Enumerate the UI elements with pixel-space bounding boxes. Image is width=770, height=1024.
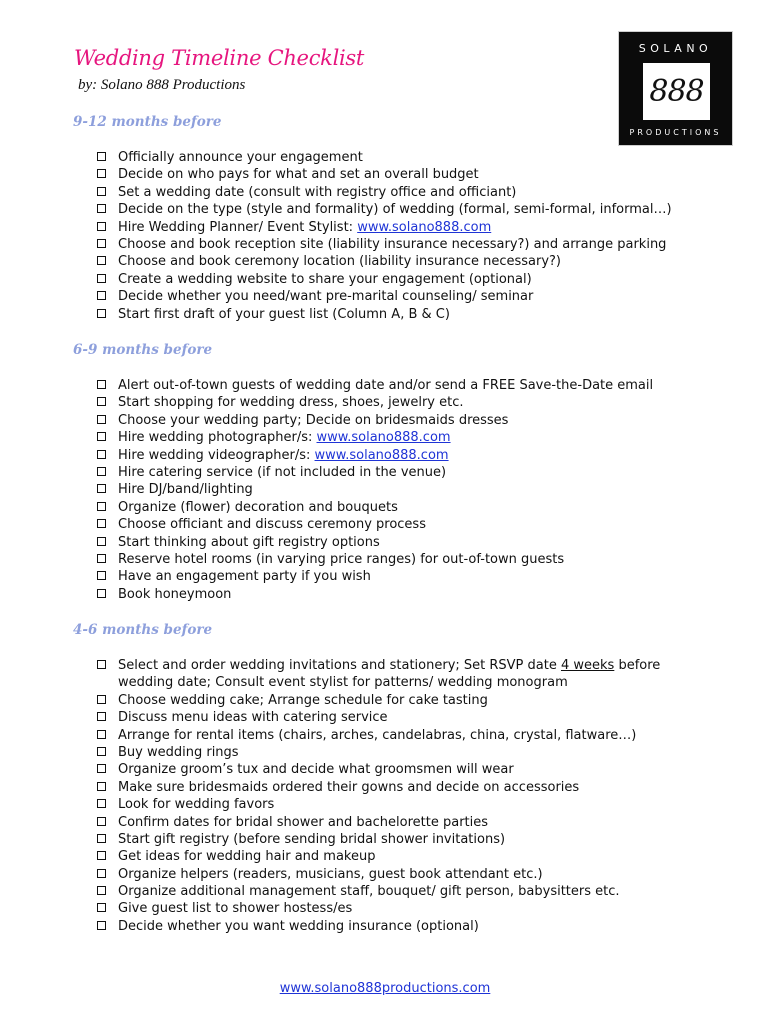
- checkbox-icon[interactable]: [97, 834, 106, 843]
- checklist-item: [96, 831, 696, 848]
- checkbox-icon[interactable]: [97, 817, 106, 826]
- checkbox-icon[interactable]: [97, 484, 106, 493]
- item-text: Have an engagement party if you wish: [118, 569, 371, 585]
- item-text: Start gift registry (before sending bridal shower invitations): [118, 831, 506, 847]
- item-text: Start first draft of your guest list (Column A, B & C): [118, 306, 450, 322]
- checkbox-icon[interactable]: [97, 764, 106, 773]
- checkbox-icon[interactable]: [97, 222, 106, 231]
- videographer-link[interactable]: www.solano888.com: [314, 447, 449, 463]
- checklist-item: [96, 499, 696, 516]
- item-text: Officially announce your engagement: [118, 150, 363, 165]
- checklist-item: [96, 761, 696, 778]
- checklist-item: [96, 866, 696, 883]
- footer: [0, 981, 770, 996]
- logo-center-text: 888: [643, 63, 710, 120]
- item-text: Decide on who pays for what and set an overall budget: [118, 167, 479, 183]
- footer-website-link[interactable]: www.solano888productions.com: [279, 981, 491, 996]
- checklist-item: [96, 481, 696, 498]
- item-text: Choose wedding cake; Arrange schedule for cake tasting: [118, 692, 488, 708]
- item-text: Hire catering service (if not included in the venue): [118, 464, 447, 480]
- checkbox-icon[interactable]: [97, 415, 106, 424]
- checklist-item: [96, 377, 696, 394]
- logo-bottom-text: PRODUCTIONS: [629, 128, 722, 137]
- checklist-item: [96, 551, 696, 568]
- checklist-item: [96, 848, 696, 865]
- checkbox-icon[interactable]: [97, 256, 106, 265]
- checkbox-icon[interactable]: [97, 274, 106, 283]
- section-heading-6-9-months: 6-9 months before: [73, 342, 213, 358]
- item-text: before wedding date; Consult event stylist for patterns/ wedding monogram: [118, 658, 661, 691]
- checklist-item: [96, 727, 696, 744]
- item-text: Select and order wedding invitations and stationery; Set RSVP date: [118, 658, 561, 673]
- section-heading-4-6-months: 4-6 months before: [73, 622, 213, 638]
- checklist-item: [96, 586, 696, 603]
- checkbox-icon[interactable]: [97, 450, 106, 459]
- item-text: Arrange for rental items (chairs, arches, candelabras, china, crystal, flatware…): [118, 727, 637, 743]
- item-text: Alert out-of-town guests of wedding date and/or send a FREE Save-the-Date email: [118, 378, 654, 393]
- checklist-item: [96, 253, 696, 270]
- item-text: Discuss menu ideas with catering service: [118, 710, 388, 726]
- checklist-item: [96, 394, 696, 411]
- checkbox-icon[interactable]: [97, 695, 106, 704]
- item-text: Decide whether you want wedding insurance (optional): [118, 918, 479, 934]
- rsvp-weeks: 4 weeks: [560, 658, 615, 673]
- checkbox-icon[interactable]: [97, 309, 106, 318]
- item-text: Choose officiant and discuss ceremony process: [118, 517, 426, 533]
- checklist-item: [96, 288, 696, 305]
- checkbox-icon[interactable]: [97, 432, 106, 441]
- checklist-item: [96, 814, 696, 831]
- checklist-6-9-months: [96, 377, 696, 603]
- checklist-item: [96, 464, 696, 481]
- checkbox-icon[interactable]: [97, 730, 106, 739]
- item-text: Book honeymoon: [118, 586, 232, 602]
- checkbox-icon[interactable]: [97, 502, 106, 511]
- checklist-item: [96, 568, 696, 585]
- checklist-item: [96, 166, 696, 183]
- checkbox-icon[interactable]: [97, 571, 106, 580]
- checkbox-icon[interactable]: [97, 537, 106, 546]
- logo-top-text: SOLANO: [638, 42, 713, 55]
- item-text: Choose and book ceremony location (liability insurance necessary?): [118, 254, 562, 270]
- item-text: Set a wedding date (consult with registry office and officiant): [118, 184, 517, 200]
- byline: by: Solano 888 Productions: [78, 77, 246, 93]
- checkbox-icon[interactable]: [97, 204, 106, 213]
- item-text: Get ideas for wedding hair and makeup: [118, 849, 376, 865]
- item-text: Create a wedding website to share your engagement (optional): [118, 271, 532, 287]
- item-text: Give guest list to shower hostess/es: [118, 901, 353, 917]
- item-text: Choose your wedding party; Decide on bridesmaids dresses: [118, 412, 509, 428]
- item-text: Look for wedding favors: [118, 797, 275, 813]
- item-text: Decide on the type (style and formality) of wedding (formal, semi-formal, informal…): [118, 202, 672, 218]
- checkbox-icon[interactable]: [97, 782, 106, 791]
- document-title: Wedding Timeline Checklist: [74, 46, 365, 70]
- item-text: Hire Wedding Planner/ Event Stylist:: [118, 219, 358, 235]
- checklist-item: [96, 534, 696, 551]
- checkbox-icon[interactable]: [97, 519, 106, 528]
- item-text: Make sure bridesmaids ordered their gowns and decide on accessories: [118, 779, 580, 795]
- checkbox-icon[interactable]: [97, 851, 106, 860]
- checklist-item: [96, 900, 696, 917]
- checklist-item: [96, 149, 696, 166]
- planner-link[interactable]: www.solano888.com: [357, 219, 492, 235]
- checkbox-icon[interactable]: [97, 921, 106, 930]
- checkbox-icon[interactable]: [97, 380, 106, 389]
- checklist-item: [96, 516, 696, 533]
- checklist-item: [96, 412, 696, 429]
- checkbox-icon[interactable]: [97, 291, 106, 300]
- checklist-item: [96, 796, 696, 813]
- checklist-4-6-months: [96, 657, 696, 935]
- checklist-item: [96, 219, 696, 236]
- item-text: Reserve hotel rooms (in varying price ranges) for out-of-town guests: [118, 551, 565, 567]
- item-text: Buy wedding rings: [118, 744, 239, 760]
- checklist-item: [96, 184, 696, 201]
- checkbox-icon[interactable]: [97, 169, 106, 178]
- checklist-item: [96, 883, 696, 900]
- item-text: Organize additional management staff, bouquet/ gift person, babysitters etc.: [118, 884, 620, 900]
- checklist-item: [96, 709, 696, 726]
- item-text: Choose and book reception site (liability insurance necessary?) and arrange parking: [118, 236, 667, 252]
- solano-888-logo: [618, 31, 733, 146]
- checkbox-icon[interactable]: [97, 869, 106, 878]
- checklist-item: [96, 271, 696, 288]
- checklist-item: [96, 918, 696, 935]
- item-text: Organize groom’s tux and decide what groomsmen will wear: [118, 762, 514, 778]
- checklist-item: [96, 429, 696, 446]
- checklist-item: [96, 306, 696, 323]
- checkbox-icon[interactable]: [97, 239, 106, 248]
- photographer-link[interactable]: www.solano888.com: [316, 430, 451, 446]
- section-heading-9-12-months: 9-12 months before: [73, 114, 222, 130]
- checklist-item: [96, 692, 696, 709]
- item-text: Hire DJ/band/lighting: [118, 482, 253, 498]
- checklist-item: [96, 657, 696, 692]
- checklist-item: [96, 744, 696, 761]
- item-text: Confirm dates for bridal shower and bachelorette parties: [118, 814, 489, 830]
- checkbox-icon[interactable]: [97, 554, 106, 563]
- item-text: Organize (flower) decoration and bouquets: [118, 499, 398, 515]
- checkbox-icon[interactable]: [97, 589, 106, 598]
- item-text: Decide whether you need/want pre-marital counseling/ seminar: [118, 289, 534, 305]
- checkbox-icon[interactable]: [97, 712, 106, 721]
- checklist-item: [96, 236, 696, 253]
- checkbox-icon[interactable]: [97, 747, 106, 756]
- checkbox-icon[interactable]: [97, 187, 106, 196]
- item-text: Hire wedding videographer/s:: [118, 447, 315, 463]
- checklist-item: [96, 201, 696, 218]
- item-text: Start thinking about gift registry options: [118, 534, 380, 550]
- checkbox-icon[interactable]: [97, 397, 106, 406]
- checklist-item: [96, 447, 696, 464]
- checkbox-icon[interactable]: [97, 467, 106, 476]
- item-text: Organize helpers (readers, musicians, guest book attendant etc.): [118, 866, 543, 882]
- item-text: Start shopping for wedding dress, shoes, jewelry etc.: [118, 395, 464, 411]
- checkbox-icon[interactable]: [97, 886, 106, 895]
- checkbox-icon[interactable]: [97, 903, 106, 912]
- item-text: Hire wedding photographer/s:: [118, 430, 317, 446]
- checklist-9-12-months: [96, 149, 696, 323]
- checkbox-icon[interactable]: [97, 660, 106, 669]
- checklist-item: [96, 779, 696, 796]
- checkbox-icon[interactable]: [97, 799, 106, 808]
- checkbox-icon[interactable]: [97, 152, 106, 161]
